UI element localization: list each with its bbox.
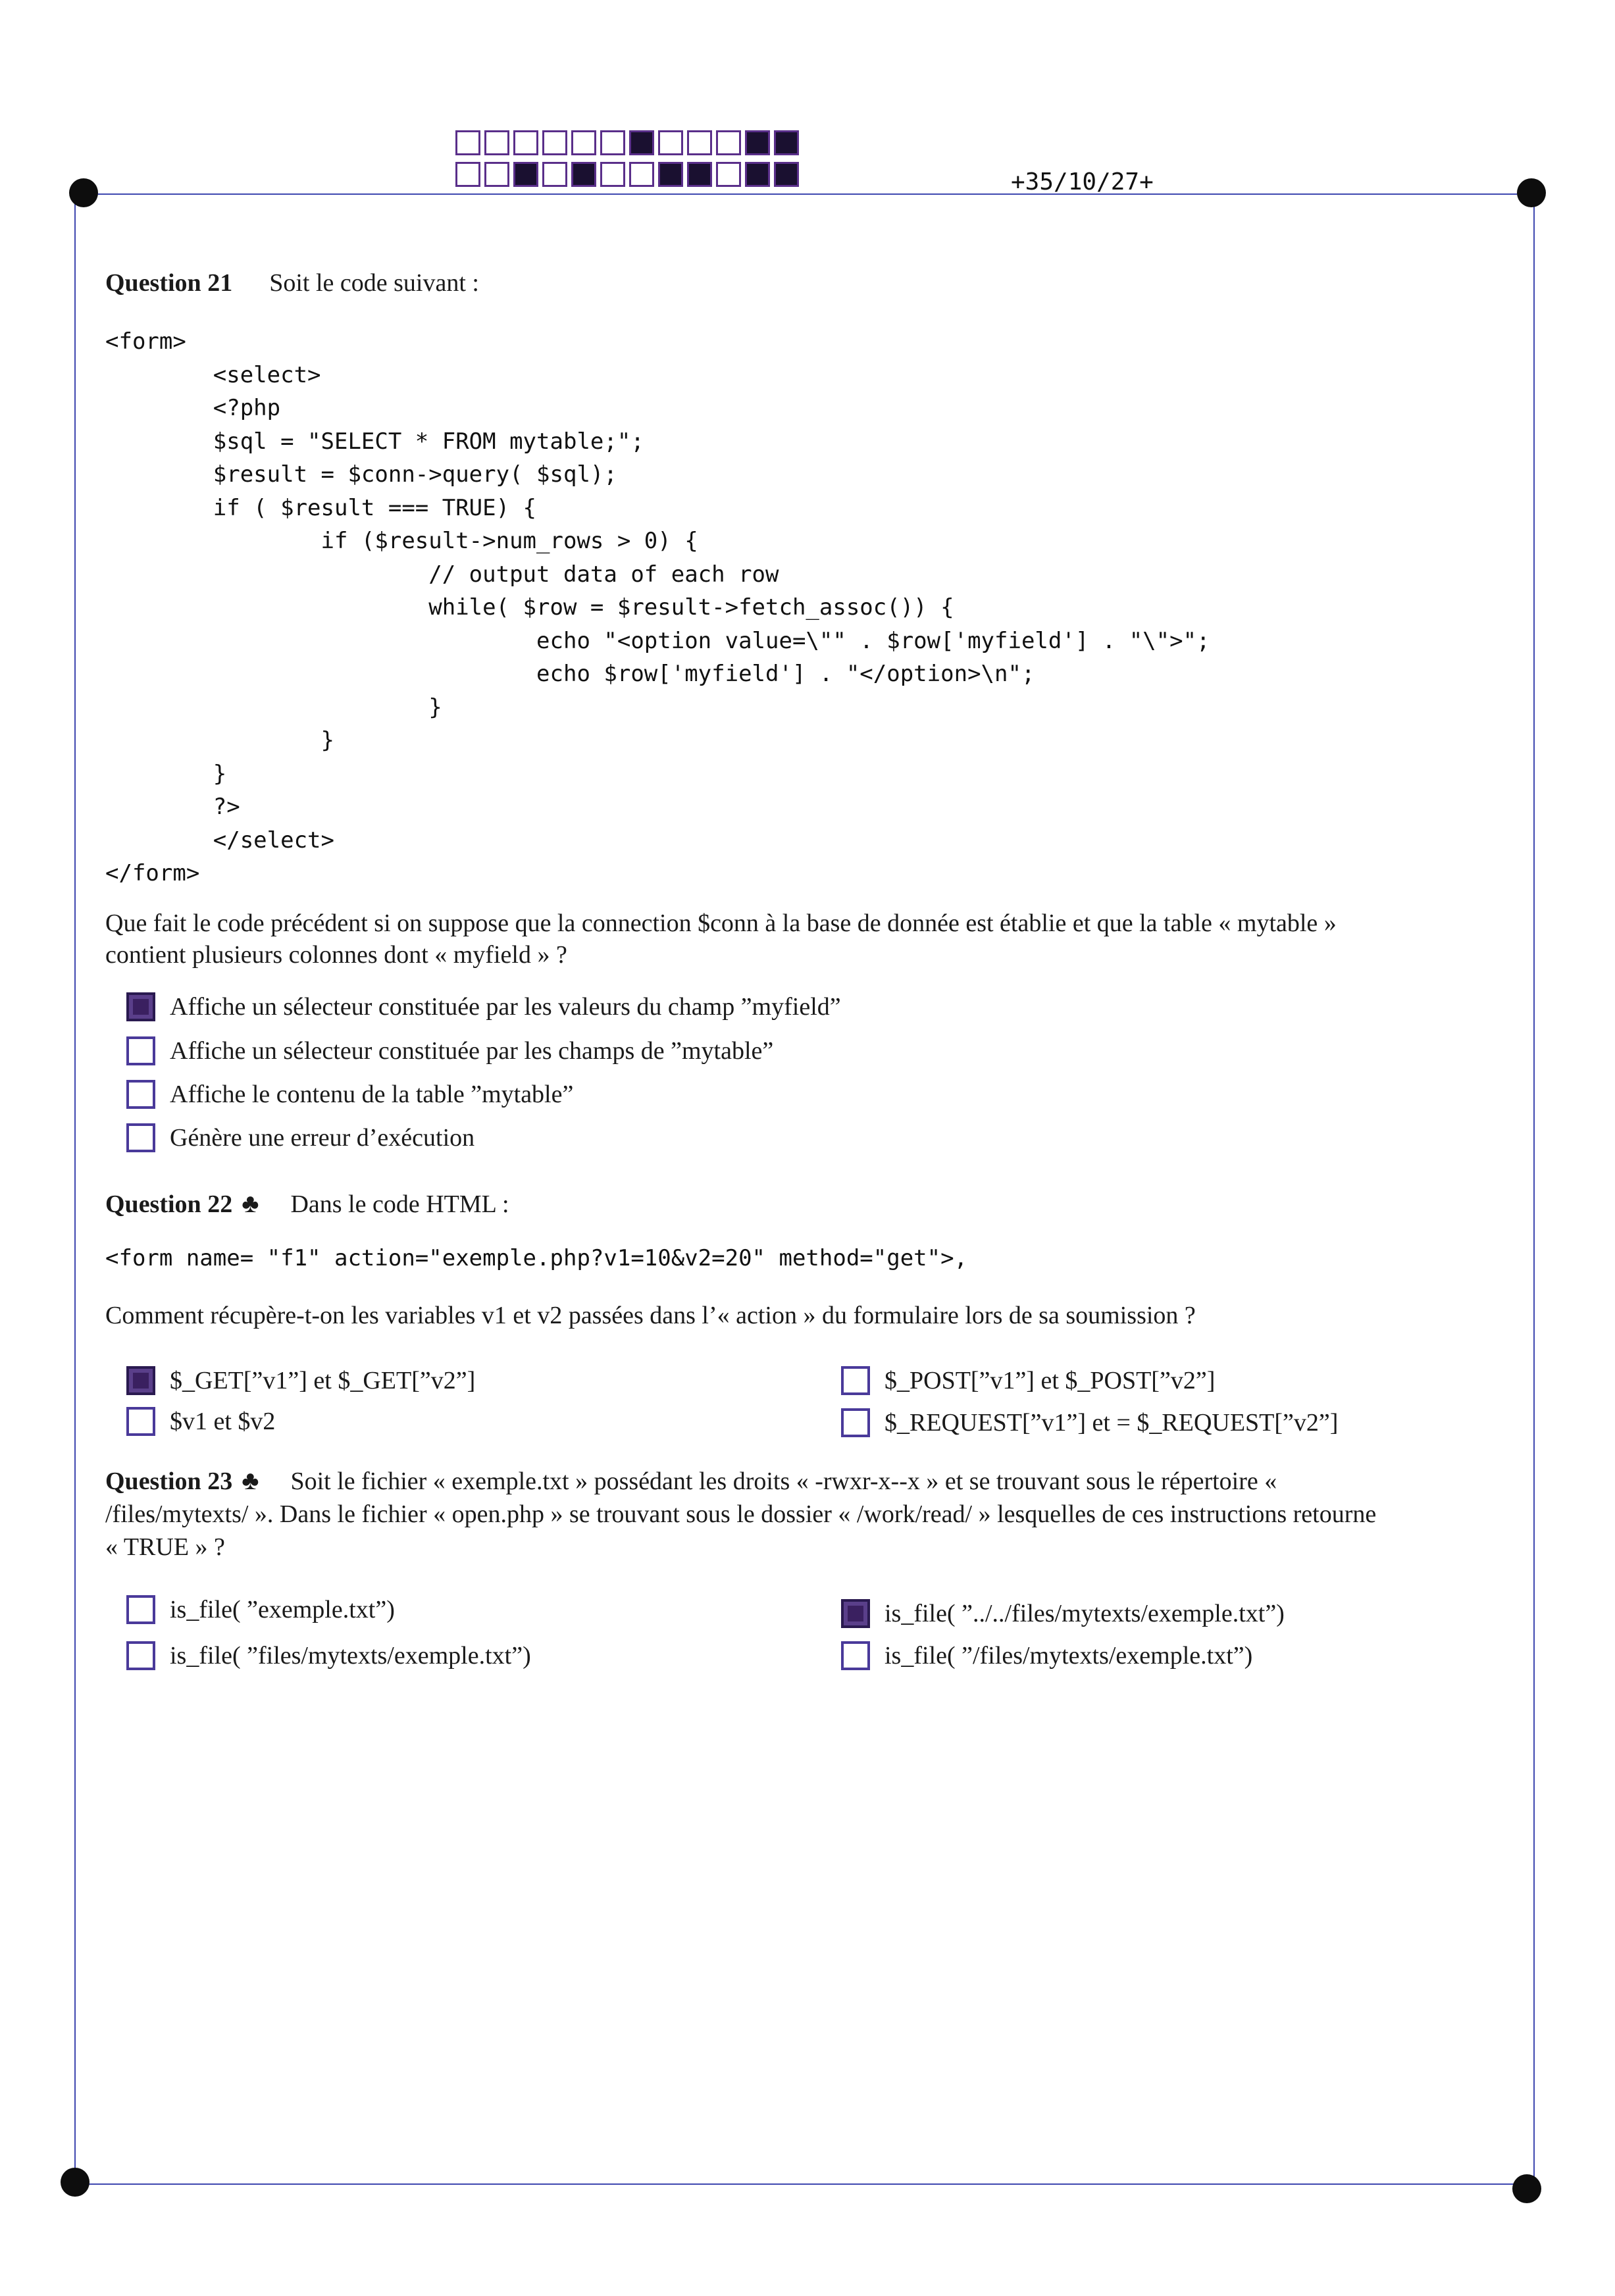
checkbox[interactable]: [126, 1641, 155, 1670]
frame-right-line: [1533, 193, 1535, 2187]
frame-bottom-line: [74, 2183, 1530, 2185]
answer-label: $v1 et $v2: [170, 1408, 276, 1435]
answer-option[interactable]: [126, 1123, 474, 1152]
club-icon: ♣: [242, 1188, 259, 1218]
answer-label: Affiche un sélecteur constituée par les valeurs du champ ”myfield”: [170, 993, 841, 1021]
answer-option[interactable]: [841, 1408, 1338, 1437]
answer-label: $_POST[”v1”] et $_POST[”v2”]: [884, 1367, 1216, 1394]
frame-top-line: [86, 193, 1533, 195]
barcode-cell: [629, 130, 654, 155]
answer-label: is_file( ”../../files/mytexts/exemple.txt”): [884, 1600, 1285, 1627]
barcode-cell: [484, 162, 509, 187]
corner-marker-top-left: [69, 178, 98, 207]
checkbox[interactable]: [841, 1641, 870, 1670]
question-text-line: Que fait le code précédent si on suppose que la connection $conn à la base de donnée est établie et que la table « mytable »: [105, 909, 1337, 937]
answer-option[interactable]: [126, 992, 841, 1021]
barcode-cell: [716, 130, 741, 155]
answer-option[interactable]: [841, 1366, 1215, 1395]
question-21-title: [105, 268, 479, 297]
answer-label: is_file( ”/files/mytexts/exemple.txt”): [884, 1642, 1253, 1670]
barcode-cell: [571, 130, 596, 155]
barcode-cell: [774, 130, 799, 155]
corner-marker-top-right: [1517, 178, 1546, 207]
code-line: <form name= "f1" action="exemple.php?v1=10&v2=20" method="get">,: [105, 1245, 968, 1271]
barcode-row-2: [455, 162, 803, 187]
checkbox-checked[interactable]: [126, 992, 155, 1021]
barcode-cell: [687, 130, 712, 155]
answer-label: Génère une erreur d’exécution: [170, 1124, 475, 1152]
question-intro: Soit le code suivant :: [269, 269, 479, 297]
answer-option[interactable]: [126, 1080, 573, 1109]
barcode-cell: [513, 130, 538, 155]
answer-option[interactable]: [126, 1036, 773, 1065]
barcode-cell: [629, 162, 654, 187]
answer-label: is_file( ”files/mytexts/exemple.txt”): [170, 1642, 531, 1670]
answer-option[interactable]: [126, 1641, 531, 1670]
barcode-row-1: [455, 130, 803, 155]
barcode-cell: [455, 162, 480, 187]
code-block: <form> <select> <?php $sql = "SELECT * FROM mytable;"; $result = $conn->query( $sql); if ( $result === TRUE) { if ($result->num_rows > 0) { // output data of each row while( $row = $result->fetch_assoc()) { echo "<option value=\"" . $row['myfield'] . "\">"; echo $row['myfield'] . "</option>\n"; } } } ?> </select> </form>: [105, 328, 1210, 886]
question-text-line: /files/mytexts/ ». Dans le fichier « open.php » se trouvant sous le dossier « /work/read/ » lesquelles de ces instructions retourne: [105, 1500, 1377, 1528]
checkbox[interactable]: [126, 1123, 155, 1152]
answer-label: Affiche le contenu de la table ”mytable”: [170, 1081, 574, 1108]
barcode-cell: [716, 162, 741, 187]
question-intro: Dans le code HTML :: [290, 1190, 509, 1218]
answer-option[interactable]: [126, 1366, 475, 1395]
checkbox[interactable]: [126, 1407, 155, 1436]
barcode-cell: [542, 162, 567, 187]
barcode-cell: [513, 162, 538, 187]
question-label: Question 22: [105, 1190, 233, 1218]
checkbox[interactable]: [841, 1366, 870, 1395]
barcode-cell: [687, 162, 712, 187]
barcode-cell: [484, 130, 509, 155]
answer-label: Affiche un sélecteur constituée par les champs de ”mytable”: [170, 1037, 774, 1065]
answer-label: is_file( ”exemple.txt”): [170, 1596, 395, 1623]
answer-option[interactable]: [841, 1641, 1252, 1670]
corner-marker-bottom-left: [61, 2168, 90, 2197]
barcode-cell: [600, 130, 625, 155]
barcode-cell: [745, 162, 770, 187]
barcode-cell: [455, 130, 480, 155]
answer-label: $_GET[”v1”] et $_GET[”v2”]: [170, 1367, 476, 1394]
question-text-line: « TRUE » ?: [105, 1533, 225, 1561]
barcode-cell: [745, 130, 770, 155]
corner-marker-bottom-right: [1512, 2174, 1541, 2203]
checkbox-checked[interactable]: [126, 1366, 155, 1395]
question-text-line: contient plusieurs colonnes dont « myfield » ?: [105, 941, 567, 969]
answer-option[interactable]: [126, 1595, 395, 1624]
question-22-title: [105, 1188, 509, 1219]
frame-left-line: [74, 193, 76, 2180]
checkbox[interactable]: [841, 1408, 870, 1437]
club-icon: ♣: [242, 1466, 259, 1495]
answer-label: $_REQUEST[”v1”] et = $_REQUEST[”v2”]: [884, 1409, 1339, 1437]
barcode-cell: [658, 130, 683, 155]
checkbox-checked[interactable]: [841, 1599, 870, 1628]
question-label: Question 23: [105, 1467, 233, 1495]
barcode-cell: [658, 162, 683, 187]
question-intro: Soit le fichier « exemple.txt » possédant les droits « -rwxr-x--x » et se trouvant sous le répertoire «: [290, 1467, 1277, 1495]
checkbox[interactable]: [126, 1595, 155, 1624]
question-label: Question 21: [105, 269, 233, 297]
page-id: +35/10/27+: [1011, 168, 1154, 195]
answer-option[interactable]: [126, 1407, 275, 1436]
question-23-title: [105, 1465, 1277, 1496]
barcode-cell: [571, 162, 596, 187]
answer-option[interactable]: [841, 1599, 1285, 1628]
barcode-cell: [542, 130, 567, 155]
checkbox[interactable]: [126, 1080, 155, 1109]
checkbox[interactable]: [126, 1036, 155, 1065]
barcode-cell: [600, 162, 625, 187]
question-text: Comment récupère-t-on les variables v1 et v2 passées dans l’« action » du formulaire lors de sa soumission ?: [105, 1302, 1196, 1329]
barcode-cell: [774, 162, 799, 187]
